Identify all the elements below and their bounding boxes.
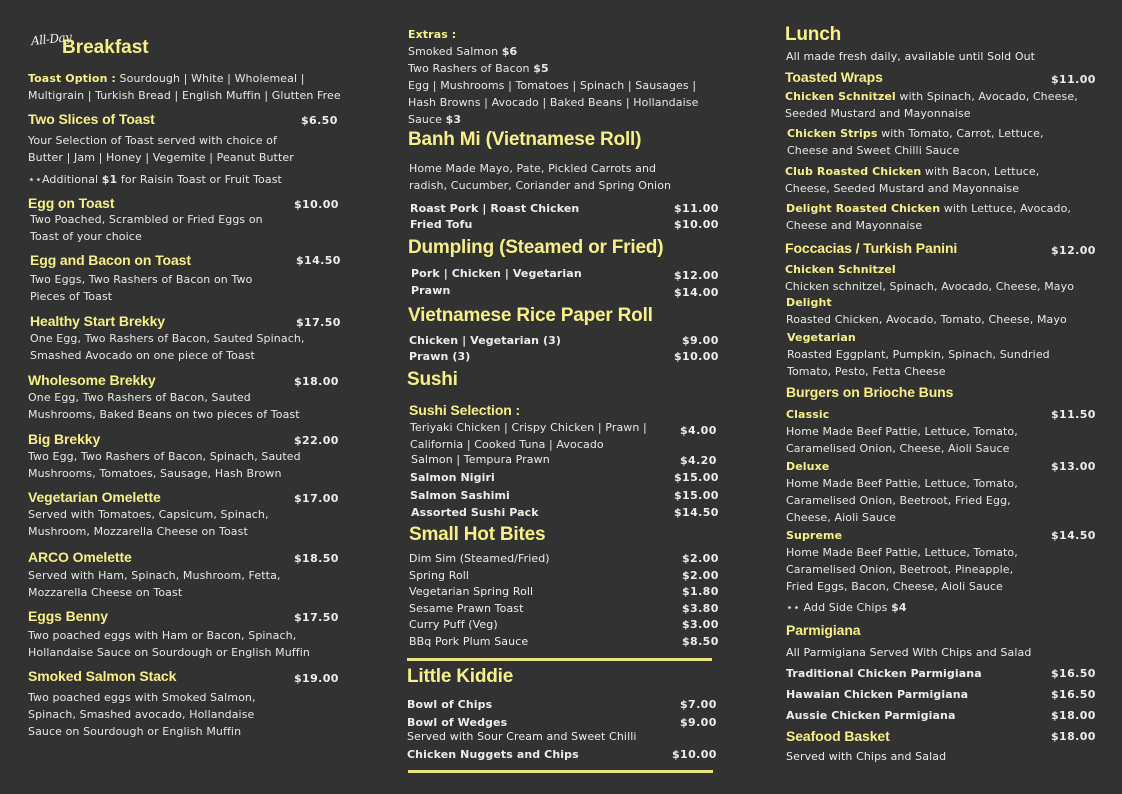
desc-line: Roasted Chicken, Avocado, Tomato, Cheese, Mayo [786,313,1067,326]
desc-line: One Egg, Two Rashers of Bacon, Sauted Spinach, [30,332,305,345]
foccacia-item-name: Vegetarian [787,331,856,344]
menu-item-price: $16.50 [1051,688,1096,701]
breakfast-title: Breakfast [62,37,149,58]
menu-item-desc [28,132,294,166]
menu-item-price: $15.00 [674,489,719,502]
menu-item-price: $17.50 [296,316,341,329]
burger-item-name: Deluxe [786,460,830,473]
wrap-item [785,163,1039,197]
menu-item-name: ARCO Omelette [28,549,132,565]
menu-item-name: Chicken Nuggets and Chips [407,748,579,761]
menu-item-price: $7.00 [680,698,717,711]
menu-item-price: $15.00 [674,471,719,484]
menu-item-price: $12.00 [674,269,719,282]
wrap-item-name: Chicken Schnitzel [785,90,896,103]
foccacia-item [787,329,1050,380]
menu-item-price: $11.00 [1051,73,1096,86]
menu-item-desc [30,330,305,364]
parmigiana-title: Parmigiana [786,622,861,638]
extras-section [408,26,698,128]
menu-item-price: $18.00 [294,375,339,388]
chips-note [786,599,907,616]
menu-item-price: $10.00 [672,748,717,761]
sushi-title: Sushi [407,369,458,390]
desc-line: One Egg, Two Rashers of Bacon, Sauted [28,391,251,404]
desc-line: with Lettuce, Avocado, [940,202,1072,215]
menu-item-desc [28,448,301,482]
menu-item-desc [28,627,310,661]
foccacia-item [786,294,1067,328]
menu-item-price: $10.00 [674,218,719,231]
desc-line: Two poached eggs with Smoked Salmon, [28,691,256,704]
menu-item-name: Wholesome Brekky [28,372,156,388]
desc-line: Two Eggs, Two Rashers of Bacon on Two [30,273,253,286]
menu-item-price: $6.50 [301,114,338,127]
desc-line: Smashed Avocado on one piece of Toast [30,349,255,362]
menu-item-price: $2.00 [682,569,719,582]
menu-item-name: Pork | Chicken | Vegetarian [411,267,582,280]
kiddie-title: Little Kiddie [407,666,514,687]
extras-price: $6 [501,45,518,58]
desc-line: with Tomato, Carrot, Lettuce, [877,127,1044,140]
menu-item-name: Bowl of Wedges [407,716,508,729]
menu-item-price: $2.00 [682,552,719,565]
burger-item-name: Classic [786,408,830,421]
menu-item-name: Prawn [411,284,451,297]
menu-item-name: Egg and Bacon on Toast [30,252,191,268]
desc-line: Your Selection of Toast served with choice of [28,134,277,147]
note-text: ⋆⋆ Add Side Chips [786,601,892,614]
menu-item-name: Two Slices of Toast [28,111,155,127]
menu-item-price: $18.00 [1051,730,1096,743]
wrap-item-name: Chicken Strips [787,127,878,140]
foccacia-item-name: Delight [786,296,832,309]
menu-item-name: Vegetarian Spring Roll [409,585,534,598]
wrap-item-name: Delight Roasted Chicken [786,202,941,215]
menu-item-price: $11.50 [1051,408,1096,421]
menu-item-name: Big Brekky [28,431,101,447]
desc-line: Caramelised Onion, Beetroot, Pineapple, [786,563,1014,576]
note-price: $1 [101,173,118,186]
sushi-selection-desc [410,419,647,453]
menu-item-price: $12.00 [1051,244,1096,257]
lunch-subtitle: All made fresh daily, available until Sold Out [786,50,1036,63]
menu-item-desc [30,271,252,305]
menu-item-price: $14.50 [296,254,341,267]
menu-item-price: $14.50 [674,506,719,519]
extras-line: Sauce [408,113,446,126]
foccacias-title: Foccacias / Turkish Panini [785,240,958,256]
parmigiana-subtitle: All Parmigiana Served With Chips and Salad [786,646,1032,659]
desc-line: with Bacon, Lettuce, [921,165,1040,178]
desc-line: with Spinach, Avocado, Cheese, [895,90,1078,103]
desc-line: Roasted Eggplant, Pumpkin, Spinach, Sundried [787,348,1050,361]
desc-line: Mushrooms, Baked Beans on two pieces of Toast [28,408,300,421]
menu-item-price: $9.00 [680,716,717,729]
note-text: ⋆⋆Additional [28,173,102,186]
desc-line: Home Made Beef Pattie, Lettuce, Tomato, [786,546,1018,559]
desc-line: Served with Ham, Spinach, Mushroom, Fetta, [28,569,281,582]
divider-rule [407,658,712,661]
foccacia-item [785,261,1074,295]
menu-item-name: Vegetarian Omelette [28,489,161,505]
desc-line: Cheese, Aioli Sauce [786,511,897,524]
menu-item-desc [28,567,281,601]
desc-line: radish, Cucumber, Coriander and Spring Onion [409,179,672,192]
desc-line: Fried Eggs, Bacon, Cheese, Aioli Sauce [786,580,1003,593]
seafood-desc: Served with Chips and Salad [786,750,947,763]
menu-item-price: $18.50 [294,552,339,565]
desc-line: California | Cooked Tuna | Avocado [410,438,604,451]
desc-line: Cheese and Sweet Chilli Sauce [787,144,960,157]
extras-line: Smoked Salmon [408,45,502,58]
menu-item-price: $19.00 [294,672,339,685]
toast-option-line1: Sourdough | White | Wholemeal | [115,72,305,85]
desc-line: Tomato, Pesto, Fetta Cheese [787,365,946,378]
desc-line: Two poached eggs with Ham or Bacon, Spinach, [28,629,297,642]
menu-item-price: $16.50 [1051,667,1096,680]
desc-line: Sauce on Sourdough or English Muffin [28,725,242,738]
menu-item-desc [28,506,269,540]
extras-line: Two Rashers of Bacon [408,62,534,75]
menu-item-desc: Served with Sour Cream and Sweet Chilli [407,730,637,743]
desc-line: Mozzarella Cheese on Toast [28,586,183,599]
desc-line: Butter | Jam | Honey | Vegemite | Peanut Butter [28,151,294,164]
extras-line: Egg | Mushrooms | Tomatoes | Spinach | Sausages | [408,79,697,92]
menu-item-price: $4.00 [680,424,717,437]
menu-item-name: Sesame Prawn Toast [409,602,524,615]
menu-item-price: $9.00 [682,334,719,347]
desc-line: Home Made Beef Pattie, Lettuce, Tomato, [786,425,1018,438]
desc-line: Seeded Mustard and Mayonnaise [785,107,971,120]
desc-line: Cheese and Mayonnaise [786,219,923,232]
menu-item-name: Hawaian Chicken Parmigiana [786,688,969,701]
menu-item-price: $18.00 [1051,709,1096,722]
desc-line: Pieces of Toast [30,290,113,303]
desc-line: Caramelised Onion, Beetroot, Fried Egg, [786,494,1011,507]
dumpling-title: Dumpling (Steamed or Fried) [408,237,664,258]
menu-item-price: $17.50 [294,611,339,624]
extras-price: $5 [533,62,549,75]
menu-item-price: $14.00 [674,286,719,299]
desc-line: Mushroom, Mozzarella Cheese on Toast [28,525,248,538]
menu-item-price: $17.00 [294,492,339,505]
desc-line: Cheese, Seeded Mustard and Mayonnaise [785,182,1020,195]
wrap-item-name: Club Roasted Chicken [785,165,922,178]
burger-item [786,406,1018,457]
menu-item-price: $4.20 [680,454,717,467]
menu-item-price: $10.00 [294,198,339,211]
hot-bites-title: Small Hot Bites [409,524,546,545]
rice-paper-title: Vietnamese Rice Paper Roll [408,305,653,326]
menu-item-name: Fried Tofu [410,218,473,231]
raisin-note [28,171,282,188]
desc-line: Hollandaise Sauce on Sourdough or English Muffin [28,646,310,659]
all-day-script-label: All-Day [30,29,73,49]
burger-item [786,458,1018,526]
wrap-item [785,88,1078,122]
toast-option-line2: Multigrain | Turkish Bread | English Muffin | Glutten Free [28,89,341,102]
burger-item [786,527,1018,595]
desc-line: Home Made Mayo, Pate, Pickled Carrots and [409,162,657,175]
extras-price: $3 [445,113,462,126]
desc-line: Caramelised Onion, Cheese, Aioli Sauce [786,442,1010,455]
menu-item-name: Curry Puff (Veg) [409,618,498,631]
desc-line: Two Poached, Scrambled or Fried Eggs on [30,213,263,226]
toast-option [28,70,341,104]
menu-item-desc [30,211,263,245]
note-price: $4 [891,601,907,614]
menu-item-price: $22.00 [294,434,339,447]
desc-line: Served with Tomatoes, Capsicum, Spinach, [28,508,269,521]
menu-item-name: Smoked Salmon Stack [28,668,177,684]
toast-option-label: Toast Option : [28,72,116,85]
foccacia-item-name: Chicken Schnitzel [785,263,896,276]
note-text: for Raisin Toast or Fruit Toast [117,173,282,186]
sushi-selection-title: Sushi Selection : [409,402,521,418]
menu-item-name: Traditional Chicken Parmigiana [786,667,982,680]
menu-item-price: $3.00 [682,618,719,631]
menu-item-price: $1.80 [682,585,719,598]
menu-item-name: Bowl of Chips [407,698,493,711]
desc-line: Mushrooms, Tomatoes, Sausage, Hash Brown [28,467,282,480]
wraps-title: Toasted Wraps [785,69,883,85]
desc-line: Teriyaki Chicken | Crispy Chicken | Prawn | [410,421,647,434]
menu-item-price: $11.00 [674,202,719,215]
menu-item-name: Assorted Sushi Pack [411,506,539,519]
menu-item-name: Healthy Start Brekky [30,313,165,329]
divider-rule [408,770,713,773]
menu-item-name: Chicken | Vegetarian (3) [409,334,561,347]
desc-line: Toast of your choice [30,230,142,243]
wrap-item [787,125,1044,159]
seafood-title: Seafood Basket [786,728,890,744]
menu-item-desc [28,389,300,423]
menu-item-desc [28,689,256,740]
menu-item-name: Salmon Sashimi [410,489,510,502]
burgers-title: Burgers on Brioche Buns [786,384,954,400]
menu-item-name: Salmon Nigiri [410,471,495,484]
menu-item-name: Dim Sim (Steamed/Fried) [409,552,550,565]
desc-line: Chicken schnitzel, Spinach, Avocado, Cheese, Mayo [785,280,1075,293]
menu-item-price: $14.50 [1051,529,1096,542]
burger-item-name: Supreme [786,529,843,542]
wrap-item [786,200,1071,234]
extras-line: Hash Browns | Avocado | Baked Beans | Hollandaise [408,96,699,109]
menu-item-price: $8.50 [682,635,719,648]
desc-line: Spinach, Smashed avocado, Hollandaise [28,708,255,721]
menu-item-name: Spring Roll [409,569,470,582]
menu-item-name: Salmon | Tempura Prawn [411,453,550,466]
menu-item-price: $13.00 [1051,460,1096,473]
menu-item-name: Prawn (3) [409,350,471,363]
menu-item-name: Eggs Benny [28,608,108,624]
menu-item-name: Egg on Toast [28,195,115,211]
banh-mi-desc [409,160,671,194]
menu-item-price: $3.80 [682,602,719,615]
menu-item-name: BBq Pork Plum Sauce [409,635,529,648]
menu-item-price: $10.00 [674,350,719,363]
desc-line: Home Made Beef Pattie, Lettuce, Tomato, [786,477,1018,490]
extras-label: Extras : [408,28,457,41]
lunch-title: Lunch [785,24,841,45]
desc-line: Two Egg, Two Rashers of Bacon, Spinach, Sauted [28,450,301,463]
banh-mi-title: Banh Mi (Vietnamese Roll) [408,129,642,150]
menu-item-name: Aussie Chicken Parmigiana [786,709,956,722]
menu-item-name: Roast Pork | Roast Chicken [410,202,580,215]
